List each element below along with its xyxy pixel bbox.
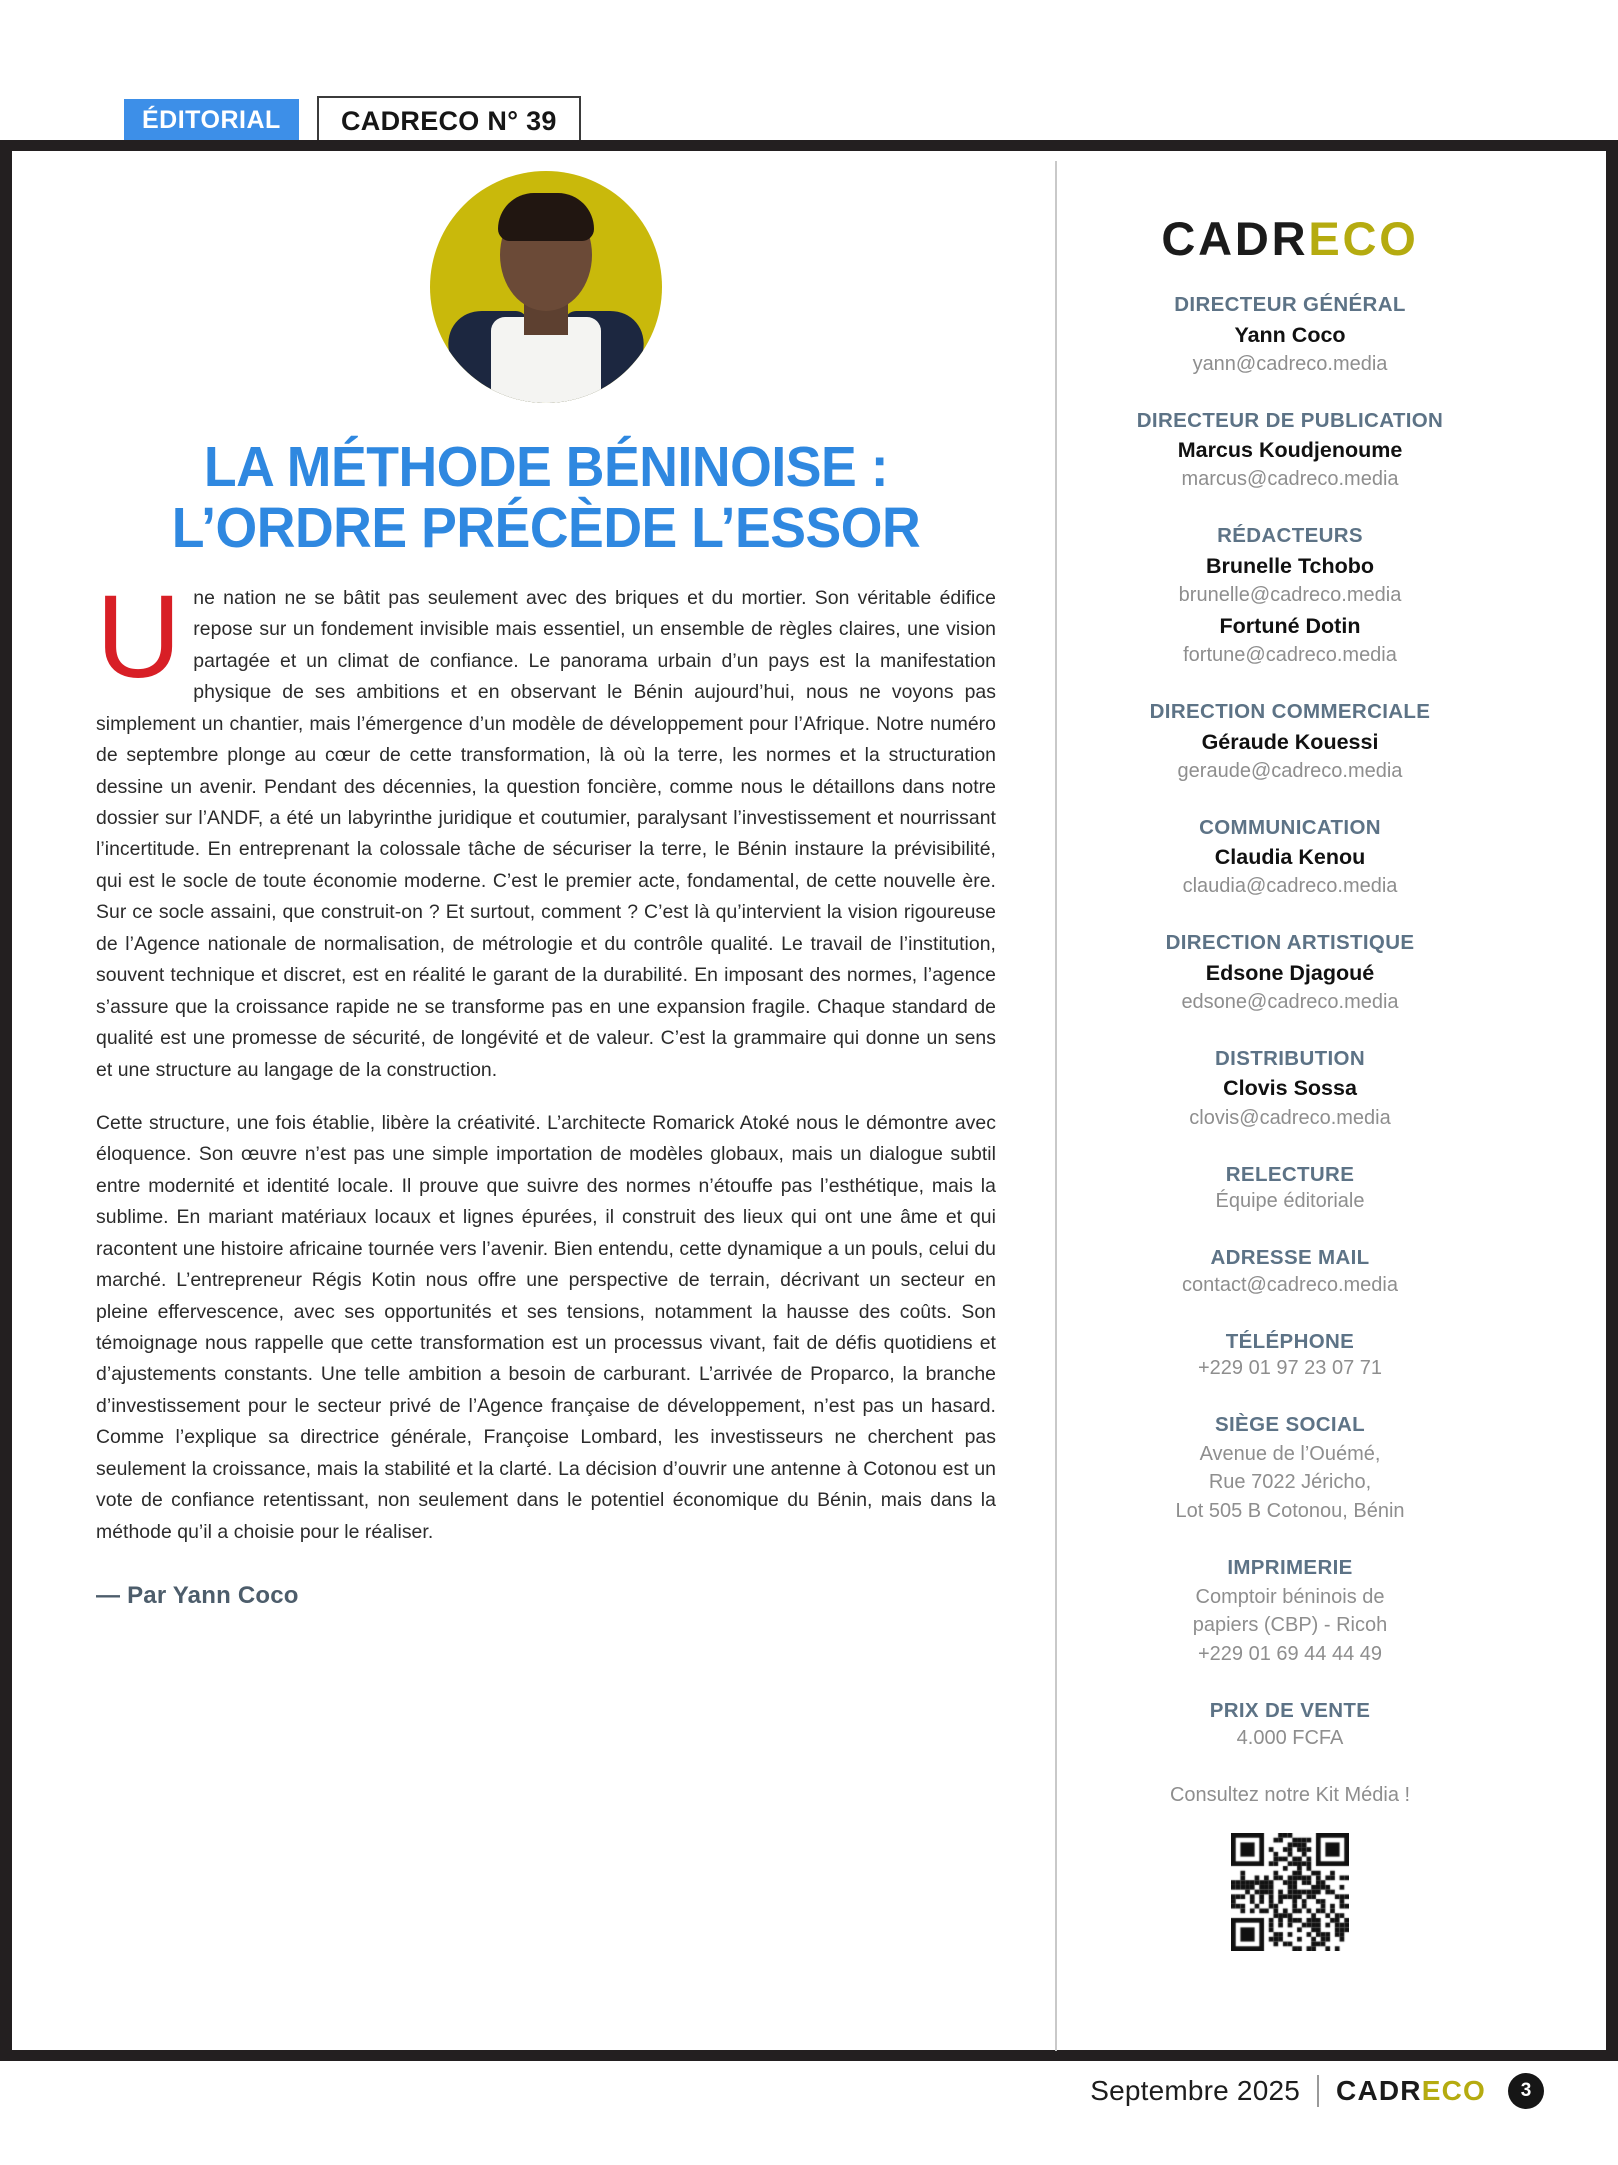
masthead-logo-dark: CADR: [1161, 212, 1309, 265]
category-tag: ÉDITORIAL: [124, 99, 299, 143]
masthead-block-list: [1080, 292, 1500, 1752]
masthead-block-sub: brunelle@cadreco.media: [1178, 583, 1402, 606]
column-divider: [1055, 161, 1057, 2051]
masthead-block: [1080, 1555, 1500, 1668]
masthead-block-name: Edsone Djagoué: [1205, 960, 1375, 985]
masthead-block: [1080, 1698, 1500, 1752]
headline-line-2: L’ORDRE PRÉCÈDE L’ESSOR: [171, 495, 921, 560]
issue-tag: CADRECO N° 39: [317, 96, 581, 148]
masthead-block-sub: geraude@cadreco.media: [1177, 759, 1403, 782]
masthead-block-sub: edsone@cadreco.media: [1181, 990, 1399, 1013]
qr-code-wrap[interactable]: [1080, 1833, 1500, 1951]
top-rule: [0, 140, 1618, 151]
masthead-block: [1080, 523, 1500, 669]
footer-logo-dark: CADR: [1336, 2075, 1422, 2106]
article-paragraph-1: [96, 570, 996, 1086]
masthead-block: [1080, 292, 1500, 378]
masthead-block-title: PRIX DE VENTE: [1209, 1698, 1371, 1722]
masthead-block-sub: 4.000 FCFA: [1236, 1726, 1344, 1749]
headline-line-1: LA MÉTHODE BÉNINOISE :: [203, 435, 889, 499]
masthead-block-title: TÉLÉPHONE: [1225, 1329, 1355, 1353]
article-body: [96, 570, 996, 1548]
masthead-block: [1080, 1412, 1500, 1525]
footer-logo: [1336, 2075, 1486, 2107]
masthead-sidebar: [1080, 151, 1500, 1951]
drop-cap: U: [96, 570, 182, 703]
masthead-block-name: Géraude Kouessi: [1201, 729, 1379, 754]
page-number-badge: 3: [1508, 2073, 1544, 2109]
masthead-block: [1080, 699, 1500, 785]
masthead-block: [1080, 1329, 1500, 1383]
masthead-block-title: DIRECTION ARTISTIQUE: [1165, 931, 1415, 955]
masthead-block-sub: Avenue de l’Ouémé, Rue 7022 Jéricho, Lot 505 B Cotonou, Bénin: [1175, 1443, 1405, 1522]
masthead-block-title: ADRESSE MAIL: [1210, 1246, 1370, 1270]
masthead-logo: [1080, 212, 1500, 265]
kit-media-note: Consultez notre Kit Média !: [1169, 1783, 1411, 1806]
article-paragraph-1-text: ne nation ne se bâtit pas seulement avec des briques et du mortier. Son véritable édifice repose sur un fondement invisible mais essentiel, un ensemble de règles claires, une vision partagée et un climat de confiance. Le panorama urbain d’un pays est la manifestation physique de ses ambitions et en observant le Bénin aujourd’hui, nous ne voyons pas simplement un chantier, mais l’émergence d’un modèle de développement pour l’Afrique. Notre numéro de septembre plonge au cœur de cette transformation, là où la terre, les normes et la structuration dessine un avenir. Pendant des décennies, la question foncière, comme nous le détaillons dans notre dossier sur l’ANDF, a été un labyrinthe juridique et coutumier, paralysant l’investissement et nourrissant l’incertitude. En entreprenant la colossale tâche de sécuriser la terre, le Bénin instaure la prévisibilité, qui est le socle de toute économie moderne. C’est le premier acte, fondamental, de cette nouvelle ère. Sur ce socle assaini, que construit-on ? Et surtout, comment ? C’est là qu’intervient la vision rigoureuse de l’Agence nationale de normalisation, de métrologie et du contrôle qualité. Le travail de l’institution, souvent technique et discret, est en réalité le garant de la durabilité. En imposant des normes, l’agence s’assure que la croissance rapide ne se transforme pas en une expansion fragile. Chaque standard de qualité est une promesse de sécurité, de longévité et de valeur. C’est la grammaire qui donne un sens et une structure au langage de la construction.: [96, 586, 996, 1081]
masthead-block-title: DIRECTEUR GÉNÉRAL: [1174, 293, 1406, 316]
masthead-block: [1080, 1245, 1500, 1299]
footer-logo-olive: ECO: [1421, 2075, 1486, 2106]
article-column: [96, 151, 996, 1610]
masthead-block: [1080, 1162, 1500, 1216]
masthead-block-title: IMPRIMERIE: [1227, 1556, 1353, 1580]
masthead-block-title: COMMUNICATION: [1199, 815, 1381, 839]
masthead-block-title: RELECTURE: [1225, 1162, 1355, 1186]
masthead-block-name: Fortuné Dotin: [1219, 613, 1361, 638]
masthead-block-sub: marcus@cadreco.media: [1181, 468, 1399, 491]
left-rail: [0, 151, 12, 2050]
portrait-hair: [498, 193, 594, 241]
bottom-rule: [0, 2050, 1618, 2061]
footer-separator: [1317, 2075, 1319, 2107]
masthead-block-name: Marcus Koudjenoume: [1177, 438, 1403, 463]
masthead-block: [1080, 815, 1500, 901]
masthead-block-title: DISTRIBUTION: [1215, 1046, 1365, 1070]
masthead-block: [1080, 930, 1500, 1016]
page-body: [12, 151, 1606, 2050]
avatar: [430, 171, 662, 403]
article-paragraph-2: Cette structure, une fois établie, libère la créativité. L’architecte Romarick Atoké nous le démontre avec éloquence. Son œuvre n’est pas une simple importation de modèles globaux, mais un dialogue subtil entre modernité et identité locale. Il prouve que suivre des normes n’étouffe pas l’esthétique, mais la sublime. En mariant matériaux locaux et lignes épurées, il construit des lieux qui ont une âme et qui racontent une histoire africaine tournée vers l’avenir. Bien entendu, cette dynamique a un pouls, celui du marché. L’entrepreneur Régis Kotin nous offre une perspective de terrain, décrivant un secteur en pleine effervescence, avec ses opportunités et ses tensions, notamment la hausse des coûts. Son témoignage nous rappelle que cette transformation est un processus vivant, fait de défis quotidiens et d’ajustements constants. Une telle ambition a besoin de carburant. L’arrivée de Proparco, la branche d’investissement pour le secteur privé de l’Agence française de développement, n’est pas un hasard. Comme l’explique sa directrice générale, Françoise Lombard, les investisseurs ne cherchent pas seulement la croissance, mais la stabilité et la clarté. La décision d’ouvrir une antenne à Cotonou est un vote de confiance retentissant, non seulement dans le potentiel économique du Bénin, mais dans la méthode qu’il a choisie pour le réaliser.: [96, 1111, 996, 1543]
masthead-block-name: Brunelle Tchobo: [1205, 553, 1375, 578]
page-footer: [1090, 2073, 1544, 2109]
footer-date: Septembre 2025: [1090, 2075, 1301, 2106]
masthead-block-sub: Comptoir béninois de papiers (CBP) - Ricoh +229 01 69 44 44 49: [1192, 1585, 1388, 1665]
masthead-block-sub: +229 01 97 23 07 71: [1197, 1357, 1383, 1380]
masthead-logo-olive: ECO: [1308, 212, 1419, 265]
masthead-block-name: Yann Coco: [1234, 322, 1346, 347]
masthead-block-title: DIRECTEUR DE PUBLICATION: [1136, 408, 1444, 432]
masthead-block-sub: clovis@cadreco.media: [1189, 1106, 1391, 1129]
masthead-block: [1080, 408, 1500, 494]
masthead-block-title: DIRECTION COMMERCIALE: [1149, 699, 1431, 723]
masthead-block: [1080, 1046, 1500, 1132]
article-byline: — Par Yann Coco: [96, 1582, 299, 1610]
masthead-block-sub: yann@cadreco.media: [1192, 352, 1388, 375]
qr-code-icon[interactable]: [1231, 1833, 1349, 1951]
masthead-block-sub: fortune@cadreco.media: [1183, 643, 1397, 666]
masthead-block-sub: claudia@cadreco.media: [1182, 875, 1398, 898]
masthead-block-sub: Équipe éditoriale: [1215, 1190, 1365, 1213]
page-header: [0, 0, 1618, 140]
author-portrait-wrap: [96, 151, 996, 403]
masthead-block-title: SIÈGE SOCIAL: [1214, 1413, 1365, 1437]
right-rail: [1606, 151, 1618, 2050]
masthead-block-sub: contact@cadreco.media: [1182, 1273, 1398, 1296]
masthead-block-name: Clovis Sossa: [1223, 1076, 1357, 1101]
page-title: [123, 437, 969, 559]
masthead-block-title: RÉDACTEURS: [1217, 524, 1363, 548]
masthead-block-name: Claudia Kenou: [1214, 845, 1366, 870]
